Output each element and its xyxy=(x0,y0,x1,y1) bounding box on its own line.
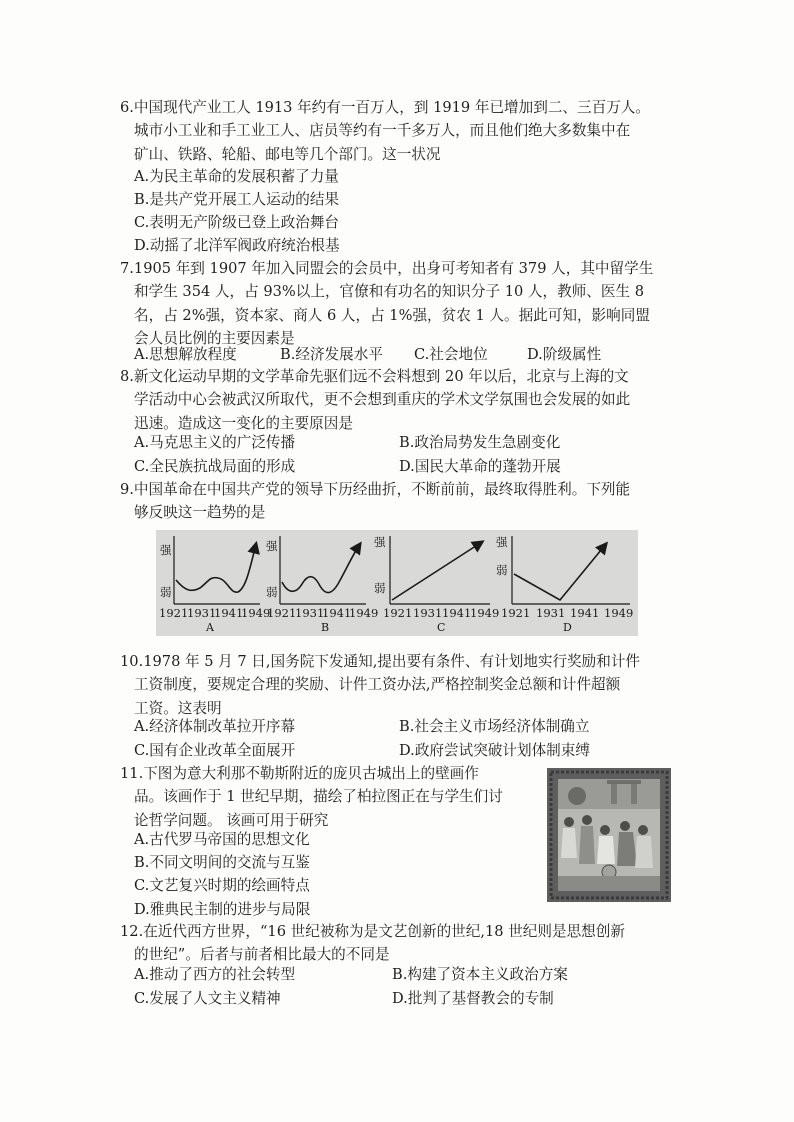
graph-a-year-1931: 1931 xyxy=(187,606,217,620)
question-6-stem-line-2: 城市小工业和手工业工人、店员等约有一千多万人，而且他们绝大多数集中在 xyxy=(134,122,631,140)
question-12-option-c[interactable]: C.发展了人文主义精神 xyxy=(134,990,281,1007)
question-6-stem-line-3: 矿山、铁路、轮船、邮电等几个部门。这一状况 xyxy=(134,145,441,163)
graph-d-year-1949: 1949 xyxy=(604,606,634,620)
graph-a-strong-label: 强 xyxy=(160,543,172,557)
question-12-stem-line-1: 12.在近代西方世界，“16 世纪被称为是文艺创新的世纪,18 世纪则是思想创新 xyxy=(120,923,625,940)
graph-b-strong-label: 强 xyxy=(266,539,278,553)
question-7-option-d[interactable]: D.阶级属性 xyxy=(527,346,602,363)
graph-d-label: D xyxy=(563,621,572,634)
question-11-stem-line-1: 11.下图为意大利那不勒斯附近的庞贝古城出上的壁画作 xyxy=(120,765,479,782)
question-8-option-c[interactable]: C.全民族抗战局面的形成 xyxy=(134,458,296,475)
graph-b-curve xyxy=(282,544,360,593)
question-11-stem-line-3: 论哲学问题。 该画可用于研究 xyxy=(134,811,329,829)
question-7-stem-line-2: 和学生 354 人，占 93%以上，官僚和有功名的知识分子 10 人，教师、医生 8 xyxy=(134,283,645,301)
graph-d-strong-label: 强 xyxy=(496,535,508,549)
graph-d-line xyxy=(514,544,606,600)
question-10-stem-line-2: 工资制度，要规定合理的奖励、计件工资办法,严格控制奖金总额和计件超额 xyxy=(134,676,621,694)
graph-b-year-1931: 1931 xyxy=(295,606,325,620)
graph-d-year-1921: 1921 xyxy=(501,606,531,620)
graph-c[interactable] xyxy=(374,535,499,634)
question-9-trend-graphs xyxy=(156,530,638,636)
graph-c-year-1921: 1921 xyxy=(383,606,413,620)
plato-academy-mosaic-image xyxy=(547,768,671,902)
question-12-stem-line-2: 的世纪”。后者与前者相比最大的不同是 xyxy=(134,946,390,964)
question-11-stem-line-2: 品。该画作于 1 世纪早期，描绘了柏拉图正在与学生们讨 xyxy=(134,788,503,806)
graph-b-year-1949: 1949 xyxy=(349,606,379,620)
graph-c-strong-label: 强 xyxy=(374,535,386,549)
graph-a-year-1941: 1941 xyxy=(214,606,244,620)
question-9 xyxy=(120,478,630,525)
question-11-option-b[interactable]: B.不同文明间的交流与互鉴 xyxy=(134,854,310,871)
trend-graphs-svg xyxy=(156,530,638,636)
question-7 xyxy=(120,257,653,351)
question-10-option-c[interactable]: C.国有企业改革全面展开 xyxy=(134,742,296,759)
question-10 xyxy=(120,650,640,720)
question-12-option-a[interactable]: A.推动了西方的社会转型 xyxy=(134,966,296,983)
graph-c-line xyxy=(392,542,482,600)
graph-d-year-1941: 1941 xyxy=(570,606,600,620)
question-12-option-b[interactable]: B.构建了资本主义政治方案 xyxy=(392,966,568,983)
question-8 xyxy=(120,365,630,435)
graph-b-weak-label: 弱 xyxy=(266,585,278,599)
graph-c-weak-label: 弱 xyxy=(374,581,386,595)
question-8-stem-line-2: 学活动中心会被武汉所取代，更不会想到重庆的学术文学氛围也会发展的如此 xyxy=(134,391,631,409)
question-10-option-a[interactable]: A.经济体制改革拉开序幕 xyxy=(134,718,296,735)
question-10-stem-line-1: 10.1978 年 5 月 7 日,国务院下发通知,提出要有条件、有计划地实行奖励和计件 xyxy=(120,653,641,670)
question-6-option-c[interactable]: C.表明无产阶级已登上政治舞台 xyxy=(134,214,340,231)
question-10-option-d[interactable]: D.政府尝试突破计划体制束缚 xyxy=(399,742,590,759)
graph-c-year-1941: 1941 xyxy=(442,606,472,620)
graph-a-label: A xyxy=(206,621,214,634)
question-11-option-c[interactable]: C.文艺复兴时期的绘画特点 xyxy=(134,877,310,894)
graph-c-year-1949: 1949 xyxy=(470,606,500,620)
question-6 xyxy=(120,96,650,166)
question-7-stem-line-3: 名，占 2%强，资本家、商人 6 人，占 1%强，贫农 1 人。据此可知，影响同盟 xyxy=(134,306,650,324)
graph-c-label: C xyxy=(437,621,446,634)
question-6-option-d[interactable]: D.动摇了北洋军阀政府统治根基 xyxy=(134,237,340,254)
question-8-option-b[interactable]: B.政治局势发生急剧变化 xyxy=(399,434,561,451)
question-7-stem-line-4: 会人员比例的主要因素是 xyxy=(134,330,295,348)
graph-b-year-1921: 1921 xyxy=(267,606,297,620)
graph-a-curve xyxy=(176,544,256,592)
graph-b-year-1941: 1941 xyxy=(322,606,352,620)
question-6-option-a[interactable]: A.为民主革命的发展积蓄了力量 xyxy=(134,168,339,185)
question-12 xyxy=(120,920,625,967)
graph-b[interactable] xyxy=(266,536,378,634)
question-10-stem-line-3: 工资。这表明 xyxy=(134,699,222,717)
graph-c-year-1931: 1931 xyxy=(413,606,443,620)
question-8-option-a[interactable]: A.马克思主义的广泛传播 xyxy=(134,434,296,451)
question-8-option-d[interactable]: D.国民大革命的蓬勃开展 xyxy=(399,458,561,475)
graph-a-year-1921: 1921 xyxy=(159,606,189,620)
graph-b-label: B xyxy=(321,621,330,634)
question-7-stem-line-1: 7.1905 年到 1907 年加入同盟会的会员中，出身可考知者有 379 人，其中留学生 xyxy=(120,260,654,277)
graph-a-year-1949: 1949 xyxy=(241,606,271,620)
question-6-option-b[interactable]: B.是共产党开展工人运动的结果 xyxy=(134,191,340,208)
question-6-stem-line-1: 6.中国现代产业工人 1913 年约有一百万人，到 1919 年已增加到二、三百万人。 xyxy=(120,99,650,116)
question-9-stem-line-2: 够反映这一趋势的是 xyxy=(134,504,266,522)
question-8-stem-line-3: 迅速。造成这一变化的主要原因是 xyxy=(134,414,353,432)
question-11-option-a[interactable]: A.古代罗马帝国的思想文化 xyxy=(134,831,310,848)
mosaic-svg xyxy=(547,768,671,902)
question-12-option-d[interactable]: D.批判了基督教会的专制 xyxy=(392,990,554,1007)
question-10-option-b[interactable]: B.社会主义市场经济体制确立 xyxy=(399,718,590,735)
graph-a-weak-label: 弱 xyxy=(160,585,172,599)
question-11-option-d[interactable]: D.雅典民主制的进步与局限 xyxy=(134,901,311,918)
graph-d-year-1931: 1931 xyxy=(536,606,566,620)
question-7-option-a[interactable]: A.思想解放程度 xyxy=(134,346,237,363)
question-11 xyxy=(120,762,503,832)
question-8-stem-line-1: 8.新文化运动早期的文学革命先驱们远不会料想到 20 年以后，北京与上海的文 xyxy=(120,368,629,385)
graph-d[interactable] xyxy=(496,535,633,634)
graph-a[interactable] xyxy=(159,536,270,634)
question-7-option-c[interactable]: C.社会地位 xyxy=(414,346,488,363)
question-9-stem-line-1: 9.中国革命在中国共产党的领导下历经曲折，不断前前，最终取得胜利。下列能 xyxy=(120,481,631,498)
question-7-option-b[interactable]: B.经济发展水平 xyxy=(280,346,383,363)
graph-d-weak-label: 弱 xyxy=(496,563,508,577)
